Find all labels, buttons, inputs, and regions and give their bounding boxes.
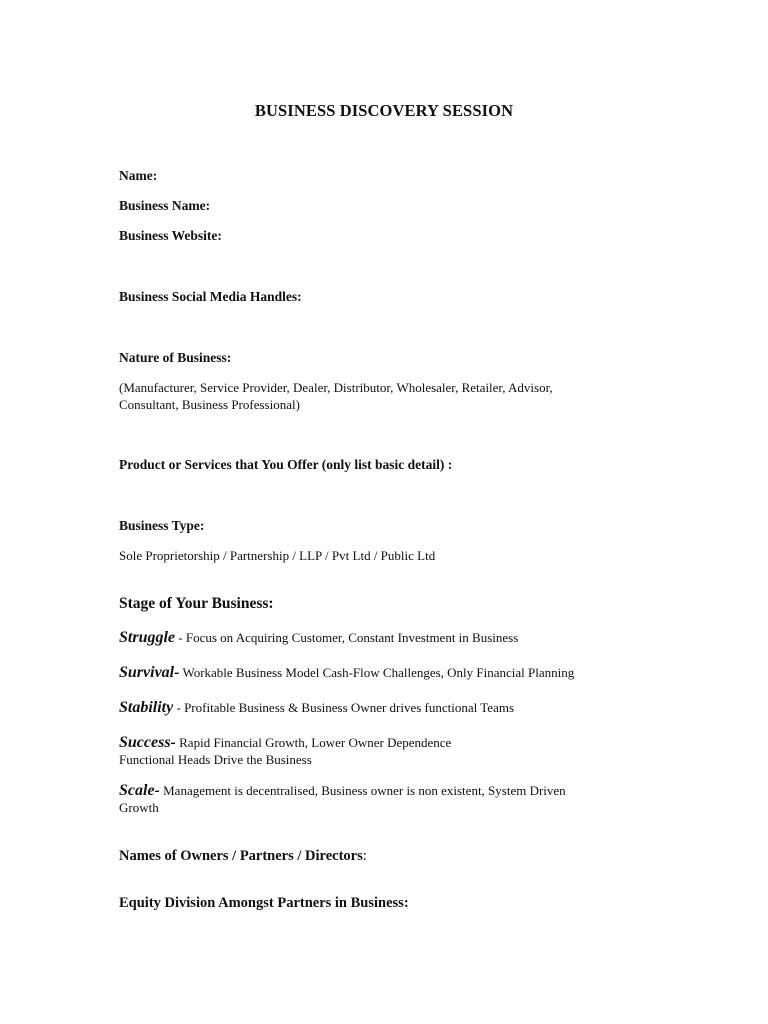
stage-stability: [119, 699, 514, 716]
nature-options-line2: Consultant, Business Professional): [119, 397, 300, 412]
stage-separator: -: [175, 630, 186, 645]
products-label: Product or Services that You Offer (only list basic detail) :: [119, 457, 453, 472]
business-name-label: Business Name:: [119, 198, 211, 213]
stage-separator: -: [173, 700, 185, 715]
stages-heading: Stage of Your Business:: [119, 595, 274, 612]
stage-struggle: [119, 629, 518, 646]
stage-description-continued: Functional Heads Drive the Business: [119, 752, 312, 767]
stage-description-continued: Growth: [119, 800, 159, 815]
stage-line-1: [119, 734, 451, 751]
stage-scale: [119, 782, 566, 816]
stage-name: Survival-: [119, 664, 180, 681]
nature-of-business-label: Nature of Business:: [119, 350, 232, 365]
business-type-label: Business Type:: [119, 518, 205, 533]
business-website-label: Business Website:: [119, 228, 222, 243]
stage-description: Management is decentralised, Business owner is non existent, System Driven: [163, 783, 566, 798]
name-label: Name:: [119, 168, 158, 183]
stage-description: Workable Business Model Cash-Flow Challenges, Only Financial Planning: [182, 665, 575, 680]
stage-description: Profitable Business & Business Owner drives functional Teams: [184, 700, 515, 715]
owners-label-text: Names of Owners / Partners / Directors: [119, 848, 363, 864]
stage-name: Stability: [119, 699, 174, 716]
stage-description: Rapid Financial Growth, Lower Owner Dependence: [179, 735, 452, 750]
stage-line-1: [119, 782, 566, 799]
stage-description: Focus on Acquiring Customer, Constant Investment in Business: [185, 630, 519, 645]
equity-label: Equity Division Amongst Partners in Business:: [119, 895, 409, 911]
social-media-label: Business Social Media Handles:: [119, 289, 302, 304]
owners-label-colon: :: [362, 848, 367, 864]
nature-options-line1: (Manufacturer, Service Provider, Dealer, Distributor, Wholesaler, Retailer, Advisor,: [119, 380, 553, 395]
stage-name: Success-: [119, 734, 176, 751]
business-type-options: Sole Proprietorship / Partnership / LLP / Pvt Ltd / Public Ltd: [119, 548, 436, 563]
stage-success: [119, 734, 451, 768]
stage-name: Scale-: [119, 782, 160, 799]
stage-name: Struggle: [119, 629, 176, 646]
page-title: BUSINESS DISCOVERY SESSION: [254, 101, 514, 120]
stage-survival: [119, 664, 574, 681]
owners-label: [119, 848, 367, 865]
